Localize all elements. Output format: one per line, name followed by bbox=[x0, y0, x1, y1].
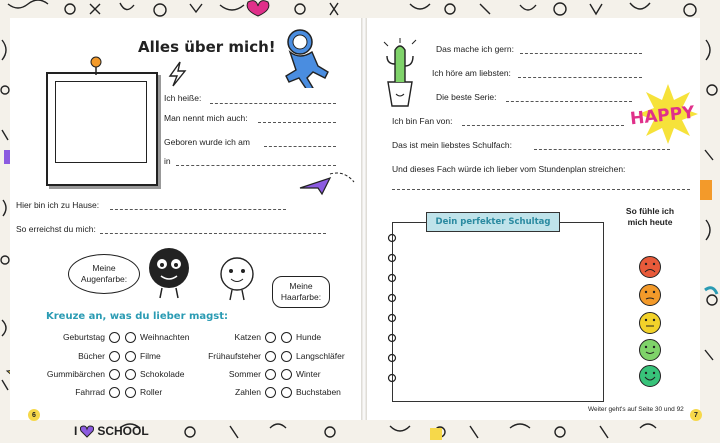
choice-checkbox[interactable] bbox=[281, 369, 292, 380]
choice-checkbox[interactable] bbox=[265, 351, 276, 362]
hobby-input-line[interactable] bbox=[520, 53, 642, 54]
field-label-nickname: Man nennt mich auch: bbox=[164, 113, 248, 123]
schedule-note[interactable] bbox=[392, 222, 604, 402]
choice-checkbox[interactable] bbox=[265, 332, 276, 343]
unhappy-face-icon[interactable] bbox=[638, 283, 662, 307]
page-number-left: 6 bbox=[28, 409, 40, 421]
field-label-remove-subject: Und dieses Fach würde ich lieber vom Stundenplan streichen: bbox=[392, 164, 626, 174]
continue-footer: Weiter geht's auf Seite 30 und 92 bbox=[588, 406, 684, 413]
home-input-line[interactable] bbox=[110, 209, 286, 210]
choice-option-right: Weihnachten bbox=[140, 332, 190, 342]
contact-input-line[interactable] bbox=[100, 233, 326, 234]
remove-subject-input-line[interactable] bbox=[392, 189, 690, 190]
spiral-binding bbox=[386, 230, 398, 396]
field-label-name: Ich heiße: bbox=[164, 93, 202, 103]
choice-option-left: Katzen bbox=[234, 332, 261, 342]
cactus-icon bbox=[378, 36, 422, 108]
field-label-birthdate: Geboren wurde ich am bbox=[164, 137, 250, 147]
field-label-hobby: Das mache ich gern: bbox=[436, 44, 514, 54]
fan-input-line[interactable] bbox=[462, 125, 624, 126]
choice-checkbox[interactable] bbox=[109, 351, 120, 362]
content-face-icon[interactable] bbox=[638, 338, 662, 362]
happy-burst bbox=[629, 82, 700, 151]
choose-heading: Kreuze an, was du lieber magst: bbox=[46, 311, 229, 322]
light-fuzzy-character bbox=[212, 252, 262, 302]
choice-option-left: Sommer bbox=[228, 369, 261, 379]
choice-checkbox[interactable] bbox=[265, 369, 276, 380]
choice-option-right: Winter bbox=[296, 369, 321, 379]
page-number-right: 7 bbox=[690, 409, 702, 421]
heart-icon bbox=[80, 425, 94, 438]
choice-option-left: Bücher bbox=[78, 351, 105, 361]
choice-option-right: Hunde bbox=[296, 332, 322, 342]
field-label-contact: So erreichst du mich: bbox=[16, 224, 96, 234]
hair-color-bubble[interactable]: Meine Haarfarbe: bbox=[272, 276, 330, 308]
choice-checkbox[interactable] bbox=[109, 369, 120, 380]
i-letter: I bbox=[74, 424, 78, 438]
birthplace-input-line[interactable] bbox=[176, 165, 336, 166]
choice-checkbox[interactable] bbox=[109, 387, 120, 398]
page-title: Alles über mich! bbox=[138, 38, 276, 56]
choice-checkbox[interactable] bbox=[125, 369, 136, 380]
photo-frame[interactable] bbox=[46, 72, 158, 186]
nickname-input-line[interactable] bbox=[258, 122, 336, 123]
music-input-line[interactable] bbox=[518, 77, 642, 78]
choice-checkbox[interactable] bbox=[125, 351, 136, 362]
choice-option-left: Zahlen bbox=[235, 387, 261, 397]
pin-icon bbox=[88, 56, 104, 76]
choice-option-left: Frühaufsteher bbox=[208, 351, 261, 361]
sad-face-icon[interactable] bbox=[638, 255, 662, 279]
choice-checkbox[interactable] bbox=[125, 332, 136, 343]
choice-option-right: Roller bbox=[140, 387, 163, 397]
choice-checkbox[interactable] bbox=[109, 332, 120, 343]
happy-text: HAPPY bbox=[629, 102, 696, 130]
lightning-icon bbox=[166, 60, 188, 88]
field-label-series: Die beste Serie: bbox=[436, 92, 497, 102]
choice-option-left: Geburtstag bbox=[62, 332, 105, 342]
school-word: SCHOOL bbox=[97, 424, 149, 438]
eye-color-bubble[interactable]: Meine Augenfarbe: bbox=[68, 254, 140, 294]
choice-option-right: Filme bbox=[140, 351, 161, 361]
field-label-music: Ich höre am liebsten: bbox=[432, 68, 511, 78]
choice-option-left: Gummibärchen bbox=[46, 369, 105, 379]
field-label-home: Hier bin ich zu Hause: bbox=[16, 200, 100, 210]
dark-fuzzy-character bbox=[140, 244, 198, 300]
field-label-favorite-subject: Das ist mein liebstes Schulfach: bbox=[392, 140, 512, 150]
choice-checkbox[interactable] bbox=[265, 387, 276, 398]
field-label-birthplace: in bbox=[164, 156, 171, 166]
book-spine bbox=[361, 18, 367, 420]
i-love-school-doodle bbox=[74, 424, 149, 438]
series-input-line[interactable] bbox=[506, 101, 632, 102]
feel-title: So fühle ich mich heute bbox=[625, 206, 675, 227]
choice-option-left: Fahrrad bbox=[75, 387, 105, 397]
choice-option-right: Schokolade bbox=[140, 369, 185, 379]
happy-face-icon[interactable] bbox=[638, 364, 662, 388]
schedule-title: Dein perfekter Schultag bbox=[426, 212, 560, 232]
choice-checkbox[interactable] bbox=[125, 387, 136, 398]
astronaut-icon bbox=[266, 26, 332, 88]
choice-option-right: Langschläfer bbox=[296, 351, 345, 361]
choice-checkbox[interactable] bbox=[281, 387, 292, 398]
choice-checkbox[interactable] bbox=[281, 332, 292, 343]
field-label-fan: Ich bin Fan von: bbox=[392, 116, 453, 126]
neutral-face-icon[interactable] bbox=[638, 311, 662, 335]
choice-option-right: Buchstaben bbox=[296, 387, 341, 397]
name-input-line[interactable] bbox=[210, 103, 336, 104]
paper-plane-icon bbox=[296, 168, 360, 198]
choice-checkbox[interactable] bbox=[281, 351, 292, 362]
birthdate-input-line[interactable] bbox=[264, 146, 336, 147]
